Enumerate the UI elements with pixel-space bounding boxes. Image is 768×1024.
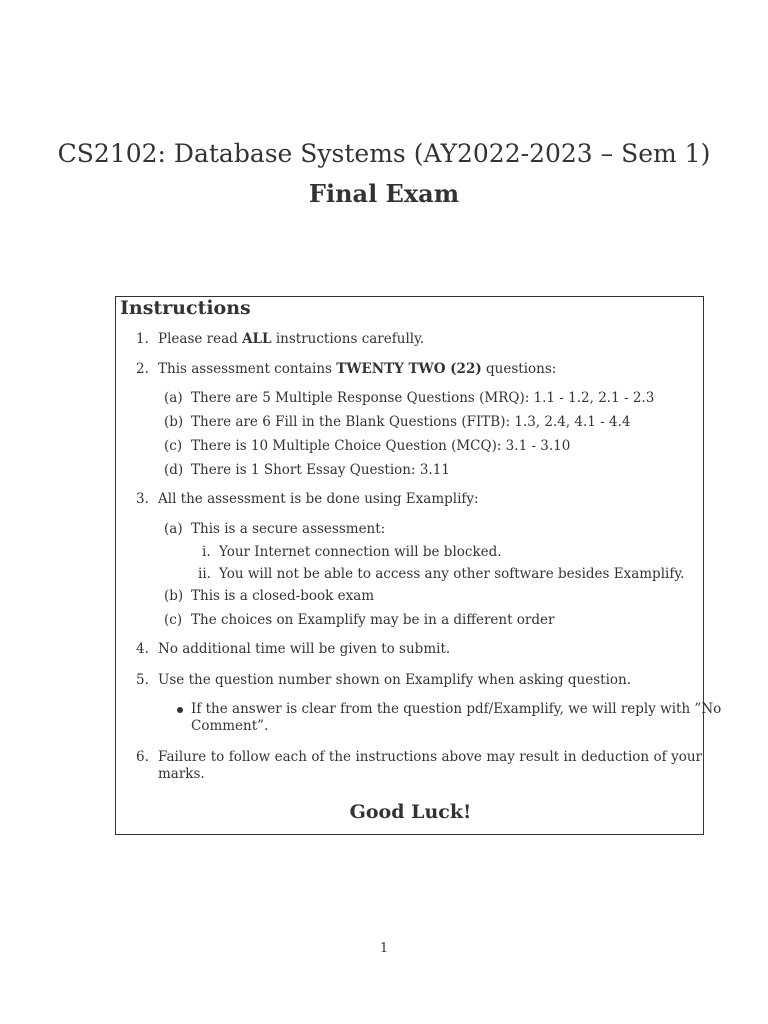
instruction-3a-i-number: i. <box>202 544 211 560</box>
instruction-2a: There are 5 Multiple Response Questions (MRQ): 1.1 - 1.2, 2.1 - 2.3 <box>191 390 655 406</box>
instruction-5-number: 5. <box>136 672 149 688</box>
instruction-3c-number: (c) <box>164 612 183 628</box>
exam-title: Final Exam <box>308 179 460 208</box>
instruction-2: This assessment contains TWENTY TWO (22) questions: <box>158 361 557 377</box>
instructions-heading: Instructions <box>120 297 251 319</box>
instruction-4: No additional time will be given to submit. <box>158 641 451 657</box>
instruction-6-number: 6. <box>136 749 149 765</box>
instruction-6-line2: marks. <box>158 766 205 782</box>
instruction-5-bullet-line1: If the answer is clear from the question pdf/Examplify, we will reply with ”No <box>191 701 722 717</box>
page-number: 1 <box>379 941 389 956</box>
instruction-3a-ii-number: ii. <box>198 566 211 582</box>
instruction-1-number: 1. <box>136 331 149 347</box>
instruction-2d: There is 1 Short Essay Question: 3.11 <box>191 462 450 478</box>
instruction-3b-number: (b) <box>164 588 184 604</box>
instruction-3a: This is a secure assessment: <box>191 521 386 537</box>
instruction-2b-number: (b) <box>164 414 184 430</box>
instruction-3a-ii: You will not be able to access any other software besides Examplify. <box>219 566 685 582</box>
instruction-2-number: 2. <box>136 361 149 377</box>
instructions-box <box>115 296 722 835</box>
instruction-5-bullet-line2: Comment”. <box>191 718 269 734</box>
course-title: CS2102: Database Systems (AY2022-2023 – Sem 1) <box>57 139 711 168</box>
instruction-2a-number: (a) <box>164 390 183 406</box>
instruction-3a-i: Your Internet connection will be blocked. <box>219 544 502 560</box>
instruction-3-number: 3. <box>136 491 149 507</box>
good-luck-text: Good Luck! <box>349 801 472 823</box>
instruction-3a-number: (a) <box>164 521 183 537</box>
bullet-icon <box>177 707 183 713</box>
instruction-2b: There are 6 Fill in the Blank Questions (FITB): 1.3, 2.4, 4.1 - 4.4 <box>191 414 631 430</box>
instruction-2d-number: (d) <box>164 462 184 478</box>
instruction-1: Please read ALL instructions carefully. <box>158 331 425 347</box>
instruction-4-number: 4. <box>136 641 149 657</box>
instruction-2c-number: (c) <box>164 438 183 454</box>
instruction-5: Use the question number shown on Examplify when asking question. <box>158 672 632 688</box>
instruction-3b: This is a closed-book exam <box>191 588 375 604</box>
instruction-3c: The choices on Examplify may be in a different order <box>191 612 555 628</box>
instruction-3: All the assessment is be done using Examplify: <box>158 491 479 507</box>
instruction-6-line1: Failure to follow each of the instructions above may result in deduction of your <box>158 749 702 765</box>
instruction-2c: There is 10 Multiple Choice Question (MCQ): 3.1 - 3.10 <box>191 438 571 454</box>
